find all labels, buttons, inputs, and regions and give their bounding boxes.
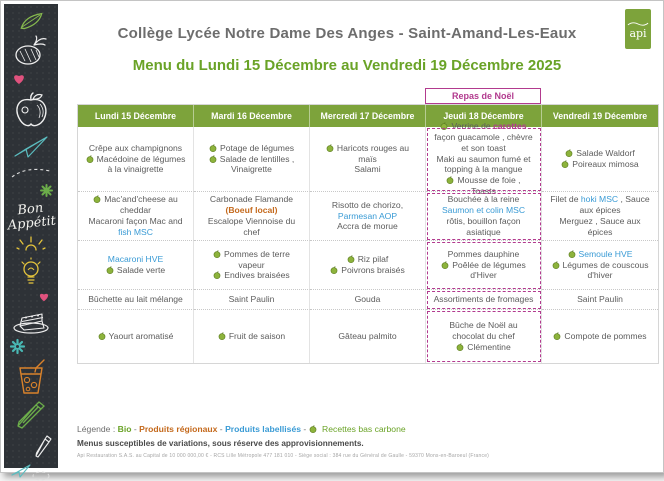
menu-item: Saumon et colin MSC rôtis, bouillon façon asiatique [441,205,526,237]
menu-item: Bûche de Noël au chocolat du chef [449,320,518,342]
menu-week-title: Menu du Lundi 15 Décembre au Vendredi 19 Décembre 2025 [132,57,562,74]
menu-item: Poireaux mimosa [561,159,638,170]
bio-apple-icon [552,261,560,269]
day-header-2: Mercredi 17 Décembre [310,105,426,127]
flower-icon [41,185,52,196]
menu-item: Riz pilaf [347,254,389,265]
day-header-3: Jeudi 18 Décembre [426,105,542,127]
menu-item: Gâteau palmito [338,331,397,342]
menu-cell-entree-day2 [310,127,426,192]
menu-item: Fruit de saison [218,331,285,342]
menu-cell-plat-day3 [426,192,542,241]
bio-apple-icon [209,155,217,163]
menu-table [77,104,659,364]
menu-item: Carbonade Flamande (Boeuf local) [209,194,294,216]
bio-apple-icon [565,149,573,157]
menu-item: Clémentine [456,342,510,353]
dashed-squiggle-icon [10,165,52,179]
menu-item: Maki au saumon fumé et topping à la mangue [436,153,531,175]
christmas-meal-badge: Repas de Noël [425,88,541,104]
menu-cell-garniture-day3 [426,241,542,290]
menu-cell-plat-day4 [542,192,658,241]
menu-cell-plat-day2 [310,192,426,241]
bio-apple-icon [326,144,334,152]
menu-item: Mousse de foie , Toasts [433,175,534,197]
bio-apple-icon [330,266,338,274]
menu-item: Macaroni façon Mac and fish MSC [88,216,183,237]
menu-item: Compote de pommes [553,331,646,342]
legend: Légende : Bio - Produits régionaux - Produits labellisés - Recettes bas carbone [77,424,406,434]
menu-item: Verrine de carottes façon guacamole , chèvre et son toast [434,121,533,153]
menu-cell-plat-day1 [194,192,310,241]
menu-item: Accra de morue [337,221,398,232]
paper-plane-icon [13,135,49,159]
menu-cell-garniture-day1 [194,241,310,290]
heart-small-icon [38,292,50,302]
leaf-icon [16,10,47,31]
menu-item: Merguez , Sauce aux épices [559,216,641,237]
paper-plane-small-icon [11,463,51,481]
menu-item: Poivrons braisés [330,265,405,276]
menu-item: Filet de hoki MSC , Sauce aux épices [550,194,650,216]
bio-apple-icon [440,122,448,130]
bio-apple-icon [441,261,449,269]
menu-item: Macédoine de légumes à la vinaigrette [85,154,186,176]
menu-cell-fromage-day4 [542,290,658,310]
bio-apple-icon [86,155,94,163]
menu-item: Légumes de couscous d'hiver [549,260,651,282]
menu-item: Salade verte [106,265,165,276]
menu-item: Saint Paulin [577,294,623,305]
menu-item: Bûchette au lait mélange [88,294,183,305]
radish-icon [14,35,48,67]
menu-item: Mac'and'cheese au cheddar [85,194,186,216]
light-bulb-icon [19,258,43,286]
menu-item: Saint Paulin [228,294,275,305]
menu-cell-entree-day0 [78,127,194,192]
menu-item: Salade Waldorf [565,148,634,159]
bio-apple-icon [568,250,576,258]
school-title: Collège Lycée Notre Dame Des Anges - Saint-Amand-Les-Eaux [117,25,577,42]
menu-cell-dessert-day2 [310,310,426,363]
day-header-4: Vendredi 19 Décembre [542,105,658,127]
menu-cell-fromage-day2 [310,290,426,310]
menu-cell-dessert-day4 [542,310,658,363]
day-header-0: Lundi 15 Décembre [78,105,194,127]
cake-slice-icon [12,308,50,334]
flower-teal-icon [11,340,24,353]
menu-cell-garniture-day0 [78,241,194,290]
menu-cell-dessert-day0 [78,310,194,363]
bon-line2: Appétit [6,213,57,234]
bio-apple-icon [561,160,569,168]
menu-item: Macaroni HVE [107,254,164,265]
menu-item: Endives braisées [213,270,289,281]
menu-item: Crêpe aux champignons [88,142,183,153]
menu-cell-garniture-day2 [310,241,426,290]
day-header-1: Mardi 16 Décembre [194,105,310,127]
heart-icon [12,73,26,85]
menu-item: Pommes de terre vapeur [201,249,302,271]
menu-cell-entree-day3 [426,121,542,196]
menu-item: Salami [354,164,381,175]
menu-item: Haricots rouges au maïs [317,143,418,165]
menu-cell-entree-day1 [194,127,310,192]
apple-icon [12,91,50,129]
menu-item: Risotto de chorizo, Parmesan AOP [331,199,404,221]
bio-apple-icon [213,271,221,279]
menu-item: Poêlée de légumes d'Hiver [433,260,534,282]
bon-line1: Bon [16,200,44,219]
menu-item: Yaourt aromatisé [98,331,174,342]
bio-apple-icon [347,255,355,263]
bio-apple-icon [209,144,217,152]
menu-item: Assortiments de fromages [433,294,534,305]
bio-apple-icon [456,343,464,351]
api-logo-text: api [629,26,647,40]
menu-cell-dessert-day1 [194,310,310,363]
bio-apple-icon [106,266,114,274]
variation-notice: Menus susceptibles de variations, sous réserve des approvisionnements. [77,439,364,448]
menu-cell-fromage-day0 [78,290,194,310]
menu-cell-plat-day0 [78,192,194,241]
menu-cell-fromage-day1 [194,290,310,310]
bon-appetit-text [5,201,56,234]
menu-cell-dessert-day3 [426,310,542,363]
menu-item: Bouchée à la reine [447,194,520,205]
menu-item: Escalope Viennoise du chef [207,216,296,237]
bio-apple-icon [218,332,226,340]
bio-apple-icon [309,425,317,433]
menu-item: Potage de légumes [209,143,294,154]
bio-apple-icon [98,332,106,340]
legal-fine-print: Api Restauration S.A.S. au Capital de 10 000 000,00 € - RCS Lille Métropole 477 181 010 - Siège social : 384 rue du Général de Gaulle - 59370 Mons-en-Baroeul (France) [77,453,490,459]
menu-item: Pommes dauphine [447,248,520,259]
bio-apple-icon [93,195,101,203]
menu-cell-garniture-day4 [542,241,658,290]
sun-icon [16,236,46,252]
drink-icon [16,359,46,395]
menu-item: Salade de lentilles , Vinaigrette [201,154,302,176]
api-logo [625,9,651,49]
pencil-green-icon [15,401,47,429]
menu-cell-entree-day4 [542,127,658,192]
pencil-white-icon [33,435,53,457]
chalkboard-sidebar [4,4,58,468]
menu-item: Semoule HVE [568,249,633,260]
bio-apple-icon [553,332,561,340]
menu-item: Gouda [354,294,381,305]
menu-cell-fromage-day3 [426,290,542,310]
bio-apple-icon [213,250,221,258]
bio-apple-icon [446,176,454,184]
